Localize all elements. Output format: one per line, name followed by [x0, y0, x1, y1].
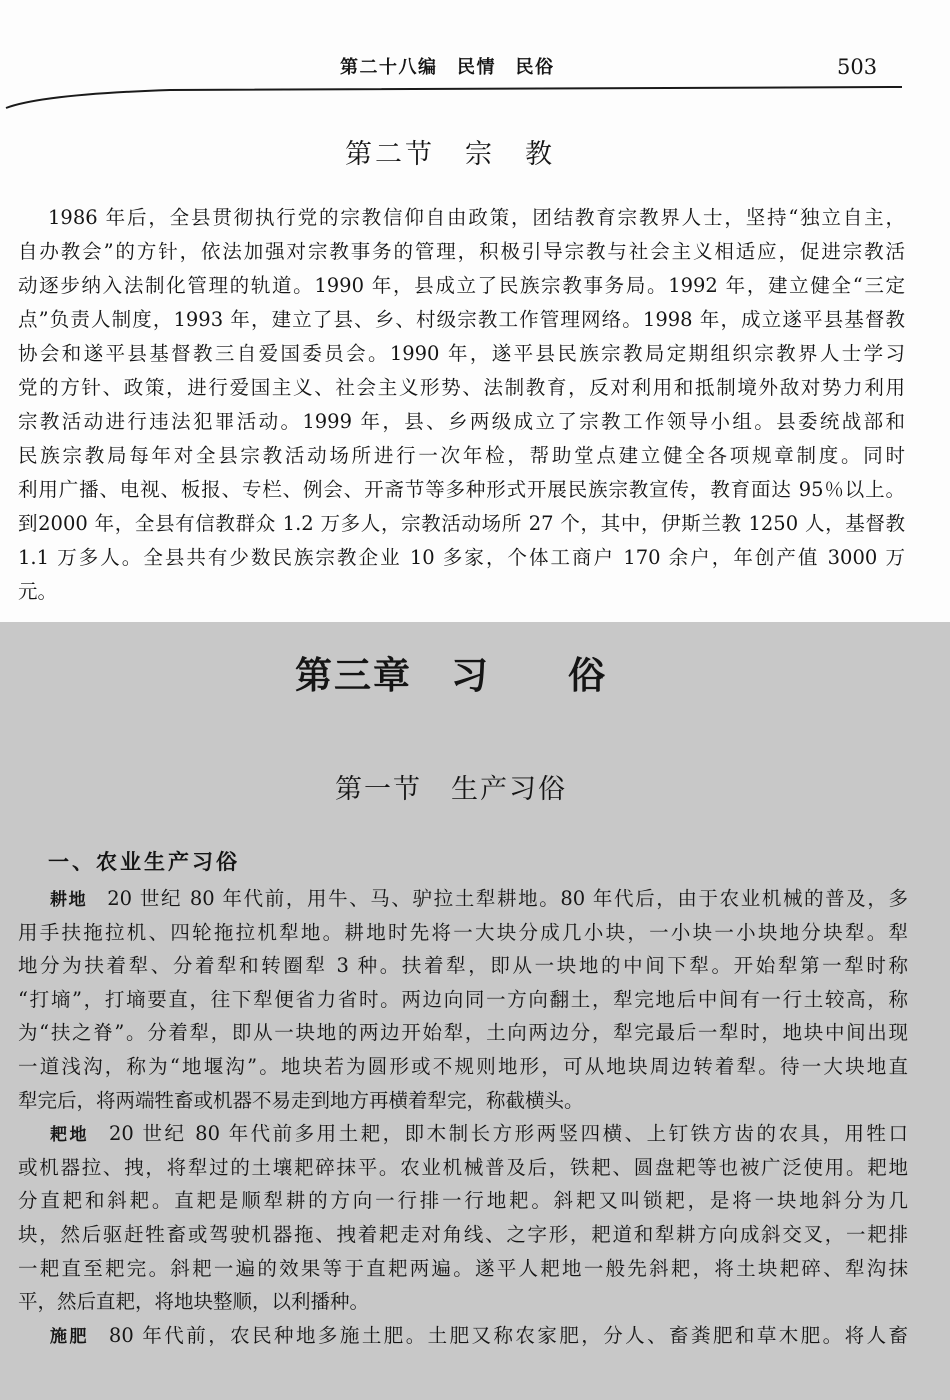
section-title-religion: 第二节 宗 教	[345, 139, 555, 170]
running-title: 第二十八编 民情 民俗	[340, 57, 555, 78]
paragraph-line: 民族宗教局每年对全县宗教活动场所进行一次年检，帮助堂点建立健全各项规章制度。同时	[18, 444, 905, 467]
paragraph-line: 1.1 万多人。全县共有少数民族宗教企业 10 多家，个体工商户 170 余户，年创产值 3000 万	[18, 546, 905, 569]
paragraph-line: 用手扶拖拉机、四轮拖拉机犁地。耕地时先将一大块分成几小块，一小块一小块地分块犁。犁	[18, 920, 908, 944]
paragraph-line: 自办教会”的方针，依法加强对宗教事务的管理，积极引导宗教与社会主义相适应，促进宗教活	[18, 240, 905, 263]
paragraph-line: 点”负责人制度，1993 年，建立了县、乡、村级宗教工作管理网络。1998 年，成立遂平县基督教	[18, 308, 905, 331]
paragraph-line	[18, 1319, 908, 1353]
production-paragraphs	[18, 882, 908, 1352]
section-title-production: 第一节 生产习俗	[335, 774, 567, 805]
paragraph-label-harrowing: 耙地	[50, 1125, 89, 1146]
paragraph-line: 一耙直至耙完。斜耙一遍的效果等于直耙两遍。遂平人耙地一般先斜耙，将土块耙碎、犁沟抹	[18, 1256, 908, 1280]
paragraph-line: 1986 年后，全县贯彻执行党的宗教信仰自由政策，团结教育宗教界人士，坚持“独立自主，	[48, 206, 905, 229]
paragraph-line	[18, 882, 908, 916]
paragraph-line: 平，然后直耙，将地块整顺，以利播种。	[18, 1290, 370, 1314]
paragraph-label-plowing: 耕地	[50, 890, 88, 910]
page-number: 503	[837, 55, 878, 79]
paragraph-label-fertilizing: 施肥	[50, 1326, 89, 1347]
paragraph-line: 到2000 年，全县有信教群众 1.2 万多人，宗教活动场所 27 个，其中，伊斯兰教 1250 人，基督教	[18, 512, 905, 535]
paragraph-line-text: 20 世纪 80 年代前，用牛、马、驴拉土犁耕地。80 年代后，由于农业机械的普及，多	[107, 887, 909, 910]
paragraph-line: 元。	[18, 580, 58, 603]
subheading-agriculture: 一、农业生产习俗	[48, 849, 240, 874]
paragraph-line: 为“扶之脊”。分着犁，即从一块地的两边开始犁，土向两边分，犁完最后一犁时，地块中间出现	[18, 1021, 908, 1045]
paragraph-line	[18, 1117, 908, 1151]
paragraph-line: 块，然后驱赶牲畜或驾驶机器拖、拽着耙走对角线、之字形，耙道和犁耕方向成斜交叉，一耙排	[18, 1222, 908, 1246]
religion-paragraph	[18, 201, 905, 609]
header-rule	[0, 0, 950, 120]
paragraph-line: 协会和遂平县基督教三自爱国委员会。1990 年，遂平县民族宗教局定期组织宗教界人士学习	[18, 342, 905, 365]
paragraph-line-text: 20 世纪 80 年代前多用土耙，即木制长方形两竖四横、上钉铁方齿的农具，用牲口	[109, 1122, 909, 1146]
paragraph-line: 利用广播、电视、板报、专栏、例会、开斋节等多种形式开展民族宗教宣传，教育面达 95％以上。	[18, 478, 905, 501]
paragraph-line: 宗教活动进行违法犯罪活动。1999 年，县、乡两级成立了宗教工作领导小组。县委统战部和	[18, 410, 905, 433]
paragraph-line: 党的方针、政策，进行爱国主义、社会主义形势、法制教育，反对利用和抵制境外敌对势力利用	[18, 376, 905, 399]
paragraph-line: 分直耙和斜耙。直耙是顺犁耕的方向一行排一行地耙。斜耙又叫锁耙，是将一块地斜分为几	[18, 1189, 908, 1213]
paragraph-line: 动逐步纳入法制化管理的轨道。1990 年，县成立了民族宗教事务局。1992 年，建立健全“三定	[18, 274, 905, 297]
paragraph-line: 犁完后，将两端牲畜或机器不易走到地方再横着犁完，称截横头。	[18, 1088, 584, 1112]
paragraph-line: 或机器拉、拽，将犁过的土壤耙碎抹平。农业机械普及后，铁耙、圆盘耙等也被广泛使用。耙地	[18, 1155, 908, 1179]
chapter-title: 第三章 习 俗	[295, 653, 607, 697]
paragraph-line: “打墒”，打墒要直，往下犁便省力省时。两边向同一方向翻土，犁完地后中间有一行土较高，称	[18, 987, 908, 1011]
paragraph-line: 地分为扶着犁、分着犁和转圈犁 3 种。扶着犁，即从一块地的中间下犁。开始犁第一犁时称	[18, 954, 908, 978]
paragraph-line: 一道浅沟，称为“地堰沟”。地块若为圆形或不规则地形，可从地块周边转着犁。待一大块地直	[18, 1054, 908, 1078]
paragraph-line-text: 80 年代前，农民种地多施土肥。土肥又称农家肥，分人、畜粪肥和草木肥。将人畜	[108, 1323, 909, 1347]
